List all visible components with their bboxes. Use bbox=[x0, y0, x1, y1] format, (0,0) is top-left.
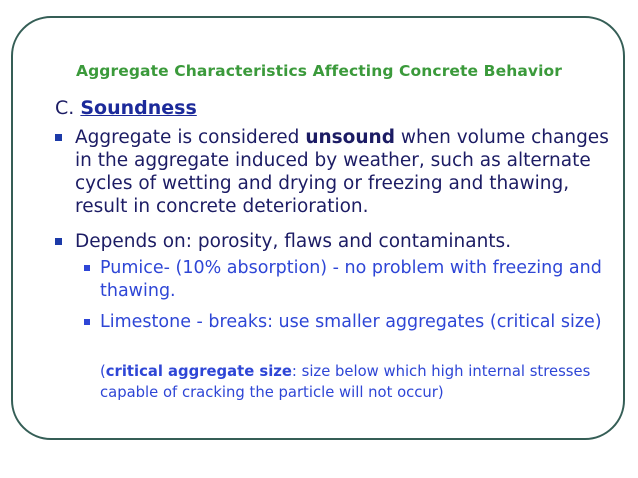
square-bullet-icon bbox=[55, 238, 62, 245]
bullet-text-after: when volume changes in the aggregate induced by weather, such as alternate cycles of wetting and drying or freezing and thawing, result in concrete deterioration. bbox=[75, 127, 609, 217]
sub-bullet-text: Pumice- (10% absorption) - no problem with freezing and thawing. bbox=[100, 258, 602, 301]
note-term: critical aggregate size bbox=[105, 363, 292, 380]
sub-bullet-limestone bbox=[100, 311, 620, 334]
bullet-text-before: Aggregate is considered bbox=[75, 127, 306, 148]
square-bullet-icon bbox=[84, 265, 90, 271]
critical-size-note bbox=[100, 361, 620, 403]
square-bullet-icon bbox=[55, 134, 62, 141]
section-heading: Soundness bbox=[80, 97, 197, 119]
section-heading-row bbox=[55, 97, 197, 119]
bullet-emphasis: unsound bbox=[305, 127, 395, 148]
bullet-unsound bbox=[75, 126, 620, 218]
note-rest: : size below which high internal stresses capable of cracking the particle will not occur) bbox=[100, 363, 591, 401]
section-prefix: C. bbox=[55, 97, 75, 119]
square-bullet-icon bbox=[84, 319, 90, 325]
note-open-paren: ( bbox=[100, 363, 106, 380]
sub-bullet-pumice bbox=[100, 257, 620, 303]
bullet-depends-on bbox=[75, 230, 620, 253]
bullet-text: Depends on: porosity, flaws and contaminants. bbox=[75, 231, 512, 252]
sub-bullet-text: Limestone - breaks: use smaller aggregates (critical size) bbox=[100, 312, 602, 332]
slide-title: Aggregate Characteristics Affecting Concrete Behavior bbox=[76, 62, 562, 80]
